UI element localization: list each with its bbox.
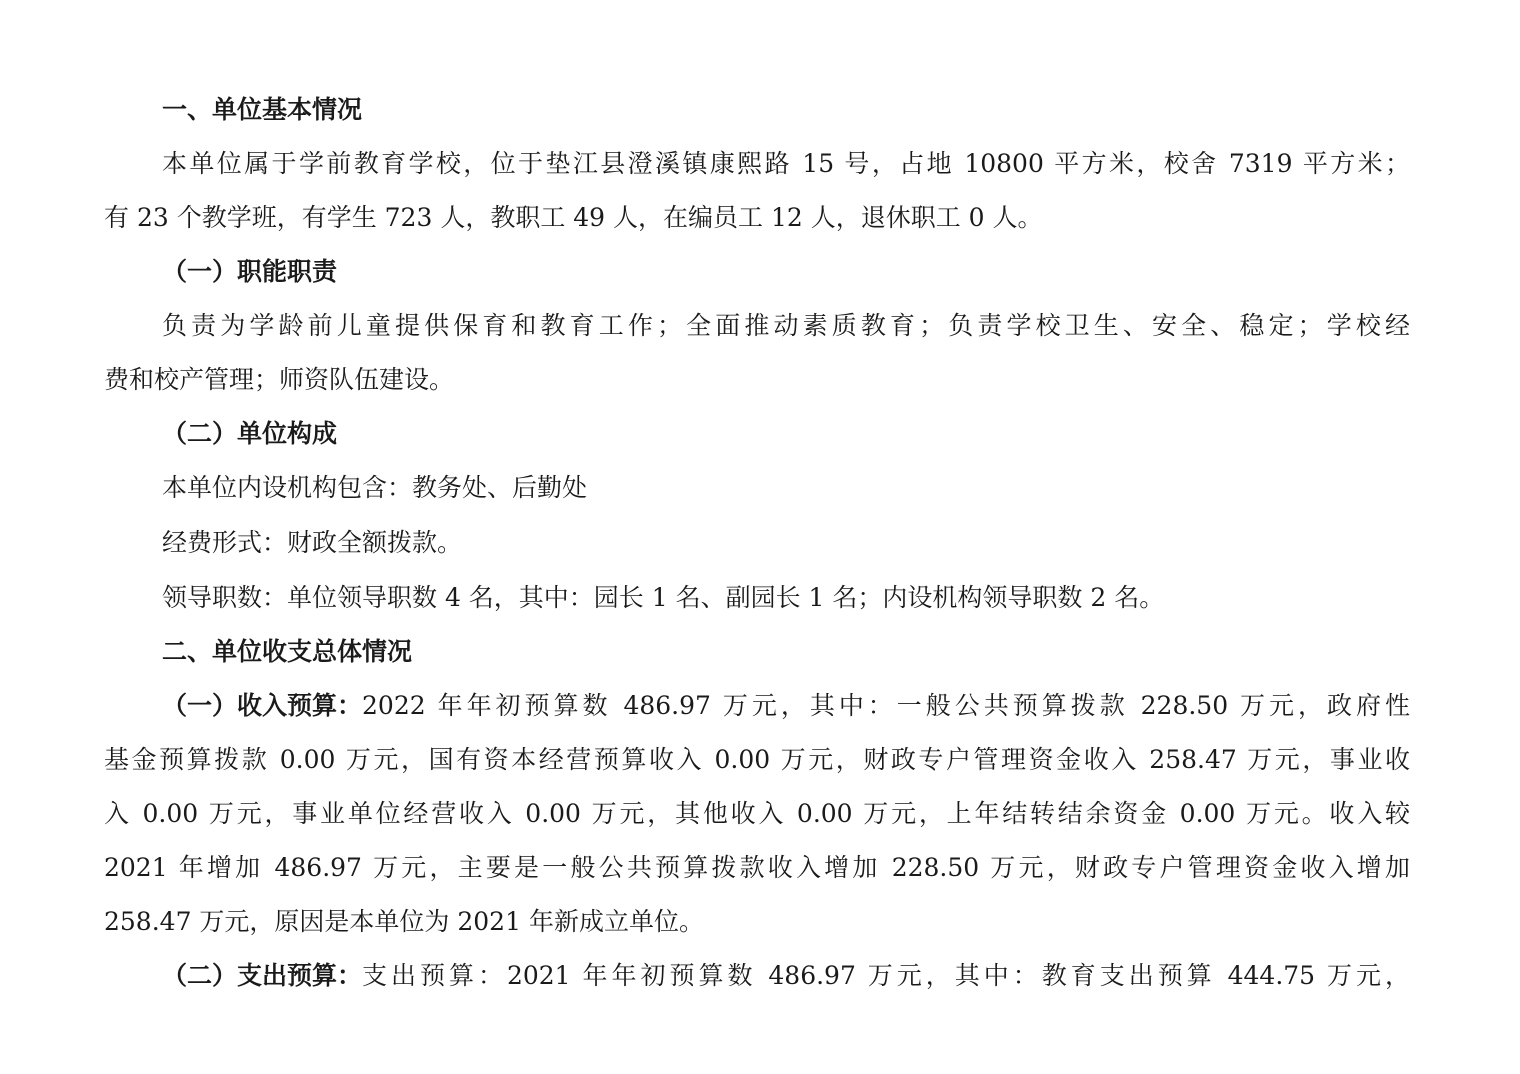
subsection-heading-composition: （二）单位构成	[162, 419, 338, 448]
paragraph-line: 2021 年增加 486.97 万元，主要是一般公共预算拨款收入增加 228.50 万元，财政专户管理资金收入增加	[104, 853, 1410, 882]
expense-budget-label: （二）支出预算：	[162, 961, 363, 990]
income-budget-line	[104, 686, 1410, 726]
paragraph-line: 经费形式：财政全额拨款。	[162, 528, 463, 557]
section-heading-budget-overview: 二、单位收支总体情况	[162, 637, 413, 666]
paragraph-line: 基金预算拨款 0.00 万元，国有资本经营预算收入 0.00 万元，财政专户管理资金收入 258.47 万元，事业收	[104, 745, 1410, 774]
expense-budget-line	[104, 956, 1410, 996]
section-heading-basic-info: 一、单位基本情况	[162, 95, 363, 124]
paragraph-line: 负责为学龄前儿童提供保育和教育工作；全面推动素质教育；负责学校卫生、安全、稳定；学校经	[162, 311, 1410, 340]
paragraph-line: 本单位内设机构包含：教务处、后勤处	[162, 473, 588, 502]
income-budget-label: （一）收入预算：	[162, 691, 363, 720]
paragraph-line: 本单位属于学前教育学校，位于垫江县澄溪镇康熙路 15 号，占地 10800 平方米，校舍 7319 平方米；	[162, 149, 1410, 178]
paragraph-line: 费和校产管理；师资队伍建设。	[104, 365, 455, 394]
paragraph-line: 2022 年年初预算数 486.97 万元，其中：一般公共预算拨款 228.50 万元，政府性	[362, 691, 1410, 720]
subsection-heading-duties: （一）职能职责	[162, 257, 338, 286]
paragraph-line: 领导职数：单位领导职数 4 名，其中：园长 1 名、副园长 1 名；内设机构领导职数 2 名。	[162, 583, 1165, 612]
paragraph-line: 入 0.00 万元，事业单位经营收入 0.00 万元，其他收入 0.00 万元，上年结转结余资金 0.00 万元。收入较	[104, 799, 1410, 828]
paragraph-line: 258.47 万元，原因是本单位为 2021 年新成立单位。	[104, 907, 704, 936]
paragraph-line: 有 23 个教学班，有学生 723 人，教职工 49 人，在编员工 12 人，退休职工 0 人。	[104, 203, 1043, 232]
paragraph-line: 支出预算：2021 年年初预算数 486.97 万元，其中：教育支出预算 444.75 万元，	[362, 961, 1410, 990]
